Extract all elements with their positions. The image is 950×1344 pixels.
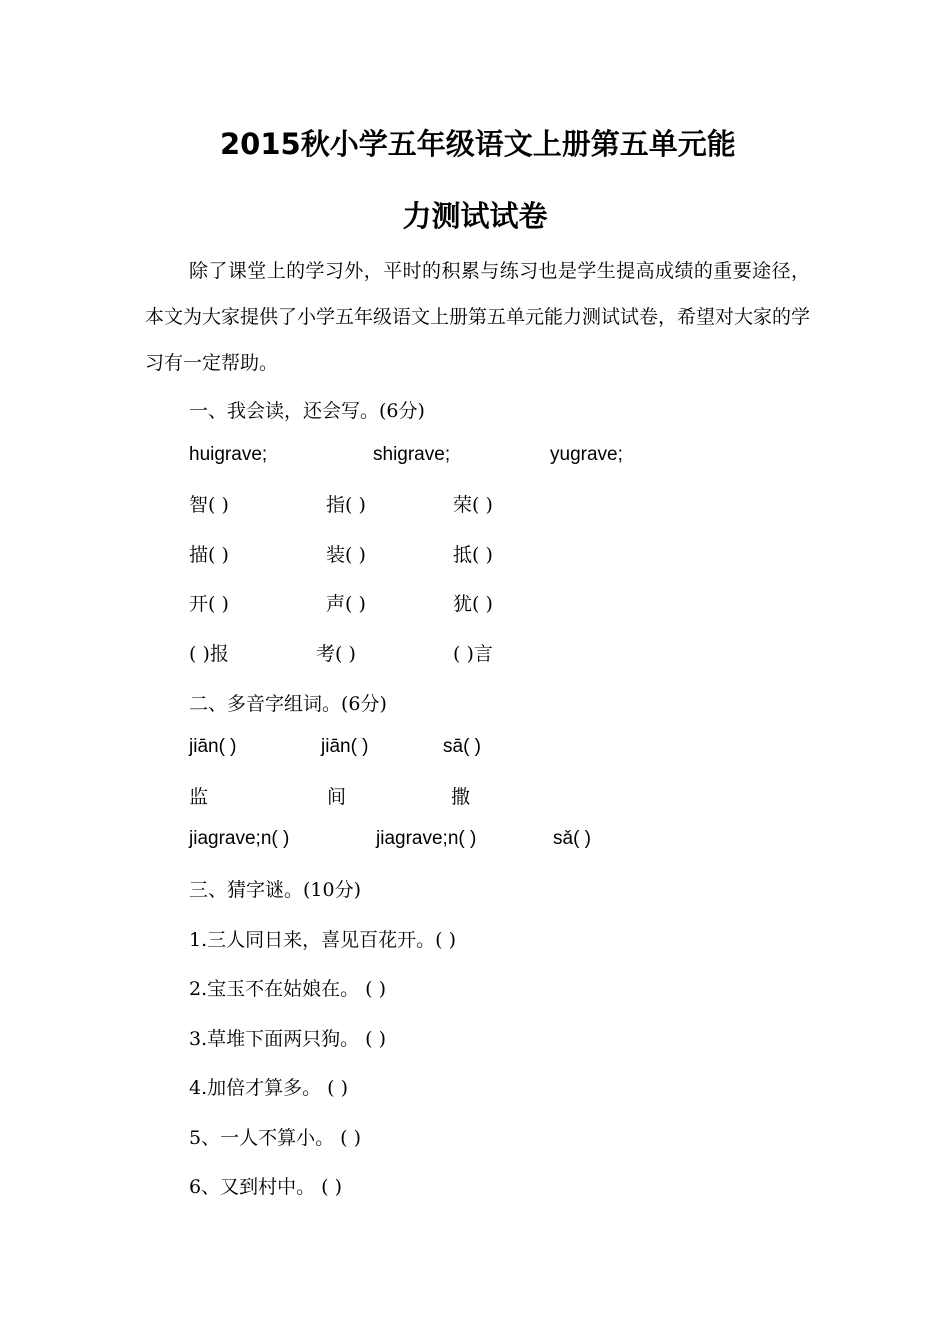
write-cell: 装( ) [326, 544, 366, 566]
intro-paragraph: 除了课堂上的学习外，平时的积累与练习也是学生提高成绩的重要途径，本文为大家提供了小学五年级语文上册第五单元能力测试试卷，希望对大家的学习有一定帮助。 [145, 260, 811, 374]
riddle-item: 4.加倍才算多。 ( ) [189, 1077, 349, 1099]
write-cell: 指( ) [326, 494, 366, 516]
write-cell: 抵( ) [453, 544, 493, 566]
write-cell: ( )报 [189, 643, 229, 665]
riddle-item: 5、一人不算小。 ( ) [189, 1127, 361, 1149]
polyphone-char: 监 [189, 786, 209, 808]
page-title-line-2: 力测试试卷 [402, 199, 548, 233]
write-cell: 荣( ) [453, 494, 493, 516]
polyphone-cell: jiagrave;n( ) [376, 828, 477, 849]
polyphone-char: 间 [327, 786, 347, 808]
write-cell: ( )言 [453, 643, 493, 665]
polyphone-cell: jiān( ) [189, 736, 237, 757]
polyphone-char: 撒 [451, 786, 471, 808]
polyphone-cell: sā( ) [443, 736, 481, 757]
riddle-item: 2.宝玉不在姑娘在。 ( ) [189, 978, 387, 1000]
write-cell: 考( ) [316, 643, 356, 665]
polyphone-cell: sǎ( ) [553, 828, 591, 849]
riddle-item: 6、又到村中。 ( ) [189, 1176, 342, 1198]
section2-heading: 二、多音字组词。(6分) [189, 693, 387, 715]
pinyin-3: yugrave; [550, 444, 623, 465]
write-cell: 声( ) [326, 593, 366, 615]
pinyin-2: shigrave; [373, 444, 451, 465]
polyphone-cell: jiān( ) [321, 736, 369, 757]
pinyin-1: huigrave; [189, 444, 268, 465]
page-title-line-1: 2015秋小学五年级语文上册第五单元能 [220, 127, 736, 161]
riddle-item: 3.草堆下面两只狗。 ( ) [189, 1028, 387, 1050]
section1-heading: 一、我会读，还会写。(6分) [189, 400, 425, 422]
write-cell: 描( ) [189, 544, 229, 566]
write-cell: 开( ) [189, 593, 229, 615]
riddle-item: 1.三人同日来，喜见百花开。( ) [189, 929, 456, 951]
section3-heading: 三、猜字谜。(10分) [189, 879, 362, 901]
polyphone-cell: jiagrave;n( ) [189, 828, 290, 849]
write-cell: 智( ) [189, 494, 229, 516]
write-cell: 犹( ) [453, 593, 493, 615]
